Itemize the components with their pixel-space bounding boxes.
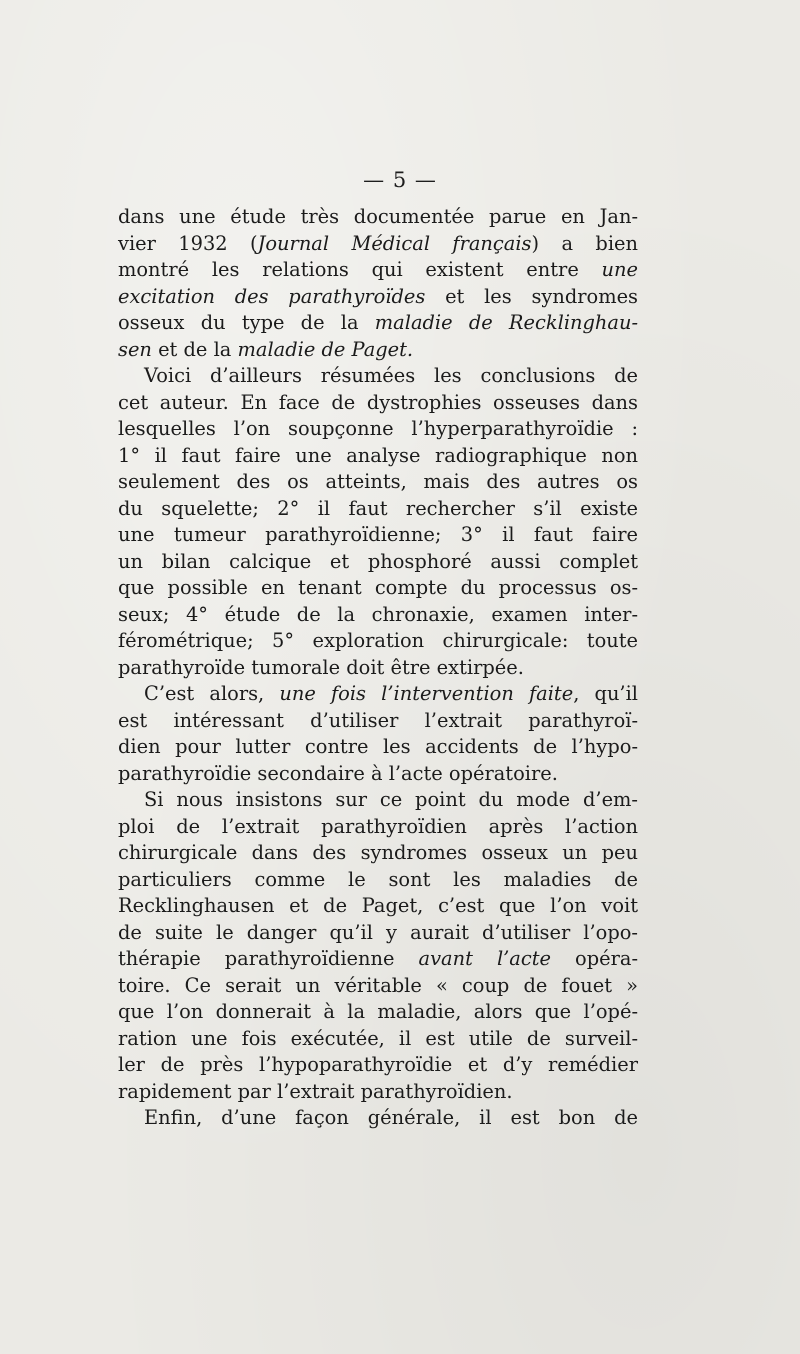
text-line (118, 469, 638, 496)
text-line (118, 257, 638, 284)
text-line (118, 655, 638, 682)
text-line (118, 999, 638, 1026)
text-line (118, 946, 638, 973)
text-line (118, 1026, 638, 1053)
text-segment: de suite le danger qu’il y aurait d’utiliser l’opo- (118, 920, 638, 944)
italic-text-segment: avant l’acte (418, 947, 551, 970)
text-segment: et de la (151, 337, 238, 361)
text-segment: ration une fois exécutée, il est utile de surveil- (118, 1026, 638, 1050)
text-segment: particuliers comme le sont les maladies de (118, 867, 638, 891)
text-line (118, 416, 638, 443)
text-line (118, 363, 638, 390)
text-line (118, 1079, 638, 1106)
text-line (118, 787, 638, 814)
text-segment: toire. Ce serait un véritable « coup de fouet » (118, 973, 638, 997)
text-segment: montré les relations qui existent entre (118, 258, 602, 281)
text-segment: et les syndromes (425, 284, 639, 308)
text-line (118, 549, 638, 576)
text-line (118, 310, 638, 337)
text-segment: vier 1932 ( (118, 231, 258, 255)
body-text (118, 204, 638, 1132)
text-segment: , qu’il (573, 682, 638, 705)
italic-text-segment: sen (118, 337, 152, 361)
text-segment: cet auteur. En face de dystrophies osseuses dans (118, 390, 638, 414)
text-line (118, 231, 638, 258)
text-line (118, 920, 638, 947)
text-line (118, 284, 638, 311)
text-segment: que l’on donnerait à la maladie, alors que l’opé- (118, 1000, 638, 1023)
text-segment: rapidement par l’extrait parathyroïdien. (118, 1079, 513, 1103)
text-segment: du squelette; 2° il faut rechercher s’il existe (118, 496, 638, 520)
text-segment: opéra- (551, 947, 639, 970)
text-segment: Recklinghausen et de Paget, c’est que l’on voit (118, 894, 638, 917)
text-line (118, 840, 638, 867)
italic-text-segment: excitation des parathyroïdes (118, 284, 426, 308)
italic-text-segment: Journal Médical français (257, 231, 532, 255)
text-segment: que possible en tenant compte du processus os- (118, 576, 638, 599)
text-segment: parathyroïde tumorale doit être extirpée. (118, 655, 524, 679)
text-line (118, 204, 638, 231)
text-line (118, 1052, 638, 1079)
text-segment: ) a bien (531, 231, 638, 255)
text-line (118, 575, 638, 602)
text-line (118, 893, 638, 920)
text-line (118, 761, 638, 788)
text-segment: seulement des os atteints, mais des autres os (118, 470, 638, 493)
text-segment: ploi de l’extrait parathyroïdien après l’action (118, 814, 638, 838)
text-segment: un bilan calcique et phosphoré aussi complet (118, 549, 638, 573)
italic-text-segment: une fois l’intervention faite (279, 682, 574, 705)
text-line (118, 496, 638, 523)
text-line (118, 443, 638, 470)
text-line (118, 681, 638, 708)
text-line (118, 973, 638, 1000)
text-segment: parathyroïdie secondaire à l’acte opératoire. (118, 761, 558, 785)
text-segment: 1° il faut faire une analyse radiographique non (118, 443, 638, 467)
text-segment: dans une étude très documentée parue en Jan- (118, 205, 638, 228)
text-segment: férométrique; 5° exploration chirurgicale: toute (118, 629, 638, 652)
text-segment: ler de près l’hypoparathyroïdie et d’y remédier (118, 1053, 638, 1076)
text-segment: dien pour lutter contre les accidents de l’hypo- (118, 735, 638, 758)
text-line (118, 602, 638, 629)
text-segment: C’est alors, (144, 682, 280, 705)
text-line (118, 734, 638, 761)
text-line (118, 390, 638, 417)
text-segment: chirurgicale dans des syndromes osseux un peu (118, 841, 638, 864)
italic-text-segment: maladie de Paget. (237, 337, 414, 361)
text-segment: osseux du type de la (118, 311, 375, 334)
text-segment: lesquelles l’on soupçonne l’hyperparathyroïdie : (118, 417, 638, 440)
text-segment: est intéressant d’utiliser l’extrait parathyroï- (118, 708, 638, 732)
text-line (118, 867, 638, 894)
text-segment: seux; 4° étude de la chronaxie, examen inter- (118, 602, 638, 626)
text-segment: une tumeur parathyroïdienne; 3° il faut faire (118, 523, 638, 546)
text-line (118, 814, 638, 841)
page-number: — 5 — (363, 168, 437, 192)
text-line (118, 628, 638, 655)
text-segment: Si nous insistons sur ce point du mode d’em- (144, 788, 638, 811)
text-line (118, 522, 638, 549)
text-segment: thérapie parathyroïdienne (118, 947, 419, 970)
italic-text-segment: une (601, 258, 638, 281)
text-line (118, 337, 638, 364)
text-segment: Voici d’ailleurs résumées les conclusions de (144, 364, 638, 387)
italic-text-segment: maladie de Recklinghau- (374, 311, 639, 334)
text-line (118, 1105, 638, 1132)
text-line (118, 708, 638, 735)
text-segment: Enfin, d’une façon générale, il est bon de (144, 1106, 638, 1129)
